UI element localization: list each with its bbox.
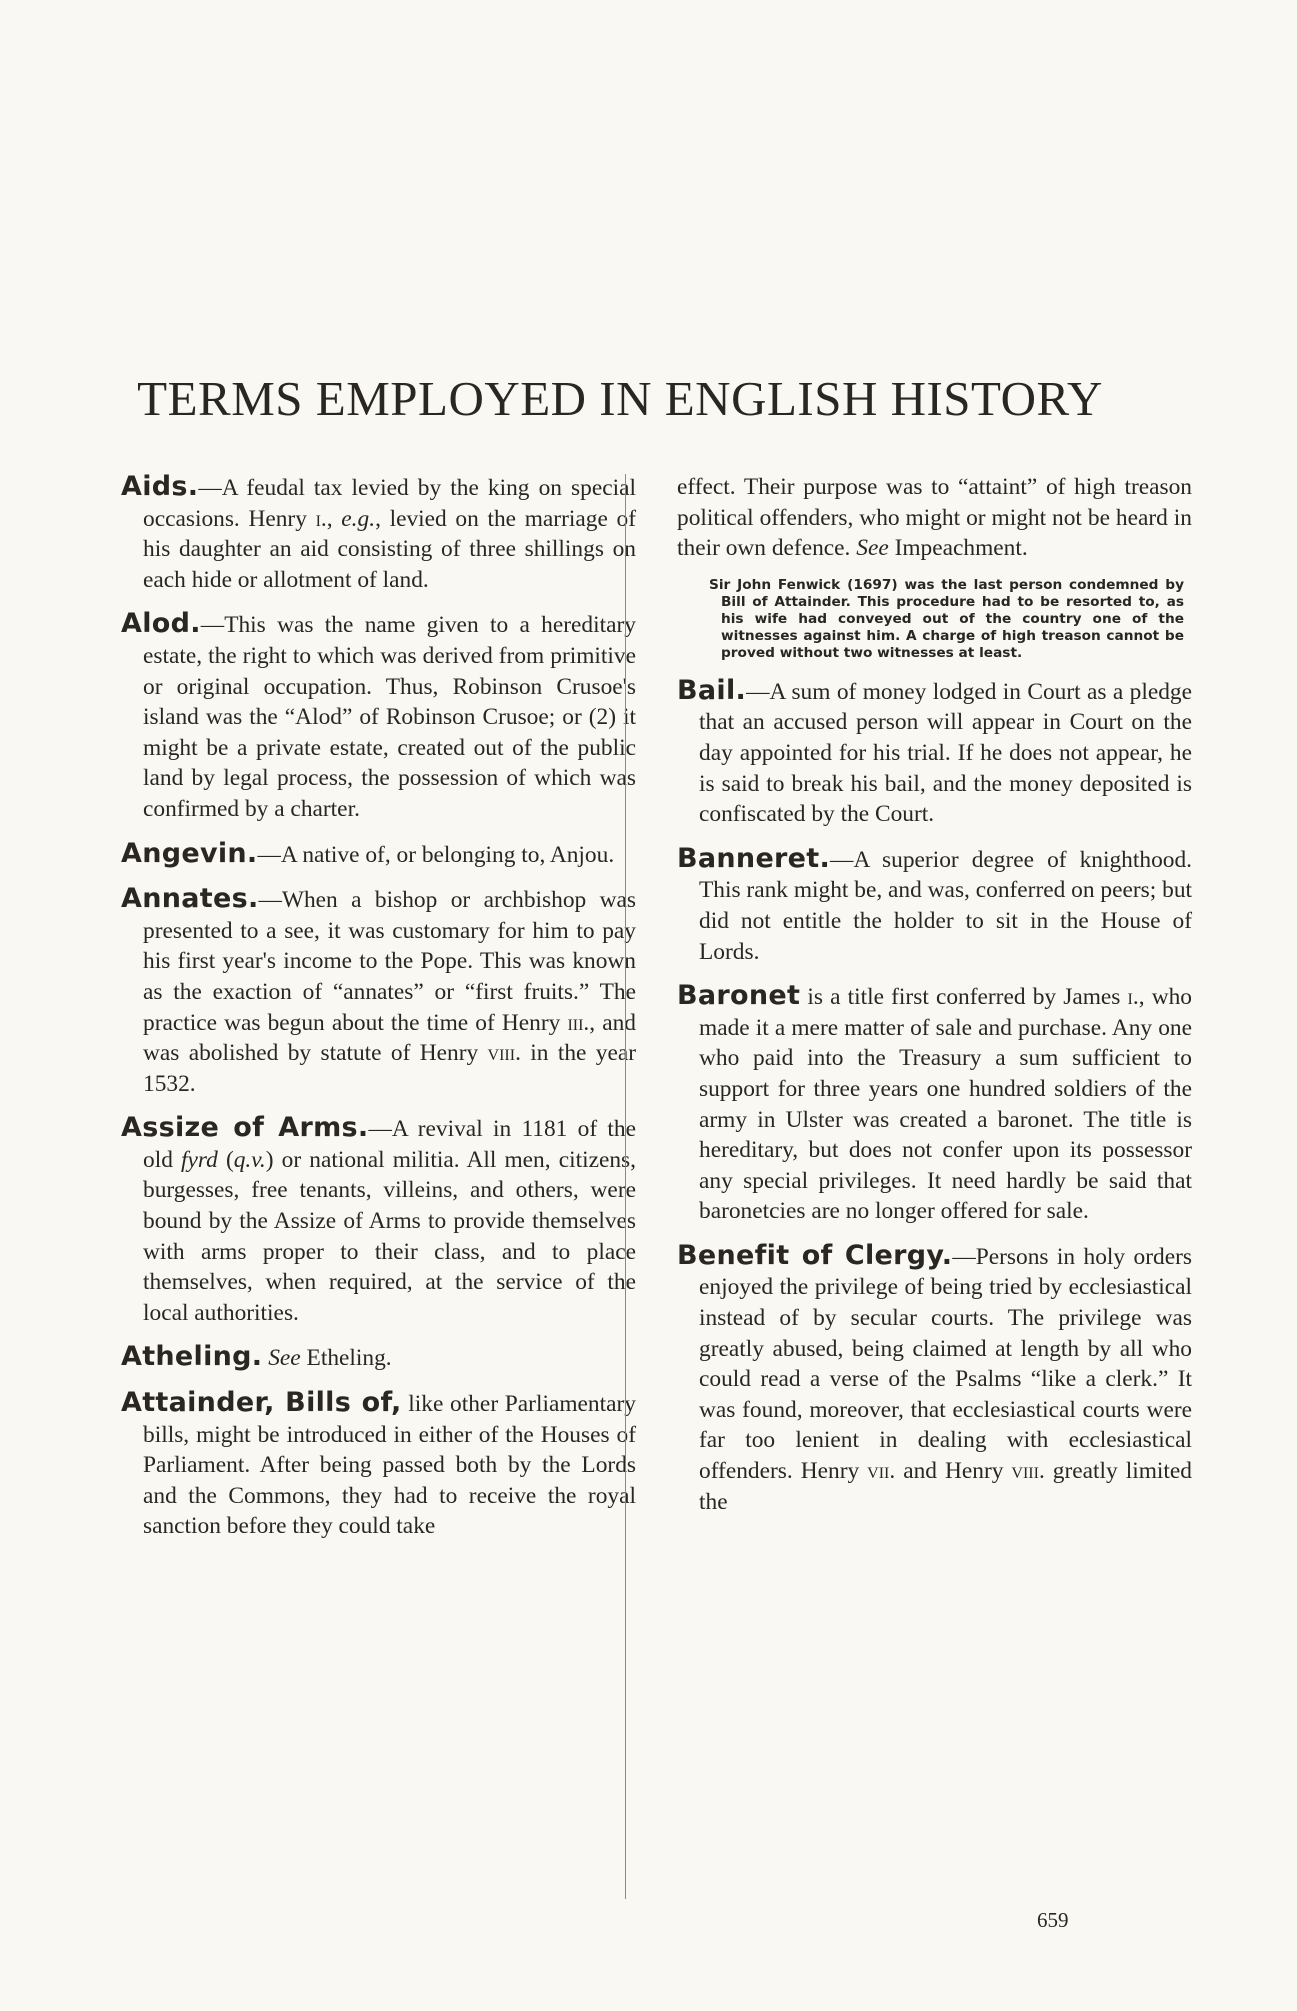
entry-alod: [121, 609, 636, 824]
cross-reference-see: See: [856, 535, 889, 562]
entry-text-italic: q.v.: [233, 1146, 266, 1173]
headword-assize-of-arms: Assize of Arms.: [121, 1112, 369, 1144]
entry-aids: [121, 472, 636, 595]
headword-angevin: Angevin.: [121, 837, 258, 869]
entry-attainder: [121, 1388, 636, 1542]
entry-text: —A feudal tax levied by the king on special occasions. Henry: [143, 475, 636, 532]
entry-text: —When a bishop or archbishop was presented to a see, it was customary for him to pay his first year's income to the Pope. This was known as the exaction of “annates” or “first fruits.” The practice was begun about the time of Henry: [143, 887, 636, 1036]
entry-benefit-of-clergy: [677, 1241, 1192, 1517]
headword-banneret: Banneret.: [677, 842, 831, 874]
headword-aids: Aids.: [121, 471, 199, 502]
regnal-numeral: vii.: [867, 1458, 896, 1485]
entry-text: —A superior degree of knighthood. This rank might be, and was, conferred on peers; but did not entitle the holder to sit in the House of Lords.: [699, 846, 1193, 965]
page-title: TERMS EMPLOYED IN ENGLISH HISTORY: [137, 371, 1103, 426]
entry-text: , who made it a mere matter of sale and purchase. Any one who paid into the Treasury a sum sufficient to support for three years one hundred soldiers of the army in Ulster was created a baronet. The title is hereditary, but does not confer upon its possessor any special privileges. It need hardly be said that baronetcies are no longer offered for sale.: [699, 984, 1192, 1225]
headword-atheling: Atheling.: [121, 1341, 263, 1373]
entry-text: , levied on the marriage of his daughter an aid consisting of three shillings on each hide or allotment of land.: [143, 505, 636, 593]
entry-text: is a title first conferred by James: [800, 984, 1128, 1011]
entry-bail: [677, 676, 1192, 830]
entry-atheling: [121, 1342, 636, 1374]
cross-reference-see: See: [268, 1345, 301, 1372]
entry-assize-of-arms: [121, 1113, 636, 1328]
entry-text: greatly limited the: [699, 1458, 1192, 1515]
headword-baronet: Baronet: [677, 980, 801, 1012]
regnal-numeral: iii.: [567, 1009, 590, 1036]
right-column: [677, 472, 1192, 1531]
entry-banneret: [677, 844, 1192, 967]
entry-text: , and was abolished by statute of Henry: [143, 1009, 637, 1067]
column-rule: [625, 474, 626, 1899]
entry-text: —A sum of money lodged in Court as a pledge that an accused person will appear in Court on the day appointed for his trial. If he does not appear, he is said to break his bail, and the money deposited is confiscated by the Court.: [699, 678, 1192, 828]
entry-text: like other Parliamentary bills, might be introduced in either of the Houses of Parliament. After being passed both by the Lords and the Commons, they had to receive the royal sanction before they could take: [143, 1391, 636, 1540]
entry-text: in the year 1532.: [143, 1040, 636, 1097]
regnal-numeral: viii.: [1011, 1458, 1045, 1485]
cross-reference-target: Impeachment.: [888, 535, 1028, 562]
page-number: 659: [1037, 1908, 1069, 1932]
entry-text: (: [217, 1146, 234, 1173]
headword-attainder: Attainder, Bills of,: [121, 1387, 402, 1419]
regnal-numeral: i.: [315, 505, 327, 532]
entry-text: —Persons in holy orders enjoyed the privilege of being tried by ecclesiastical instead of by secular courts. The privilege was greatly abused, being claimed at length by all who could read a verse of the Psalms “like a clerk.” It was found, moreover, that ecclesiastical courts were far too lenient in dealing with ecclesiastical offenders. Henry: [699, 1243, 1192, 1485]
attainder-footnote: Sir John Fenwick (1697) was the last person condemned by Bill of Attainder. This procedure had to be resorted to, as his wife had conveyed out of the country one of the witnesses against him. A charge of high treason cannot be proved without two witnesses at least.: [709, 576, 1184, 661]
entry-angevin: [121, 839, 636, 871]
headword-alod: Alod.: [121, 608, 201, 640]
headword-bail: Bail.: [677, 674, 747, 706]
left-column: [121, 472, 636, 1556]
headword-annates: Annates.: [121, 883, 259, 915]
entry-text: —This was the name given to a hereditary estate, the right to which was derived from primitive or original occupation. Thus, Robinson Crusoe's island was the “Alod” of Robinson Crusoe; or (2) it might be a private estate, created out of the public land by legal process, the possession of which was confirmed by a charter.: [143, 612, 636, 822]
entry-text: —A native of, or belonging to, Anjou.: [257, 841, 615, 868]
headword-benefit-of-clergy: Benefit of Clergy.: [677, 1239, 953, 1271]
entry-text: effect. Their purpose was to “attaint” of high treason political offenders, who might or might not be heard in their own defence.: [677, 474, 1192, 562]
entry-text: and Henry: [895, 1458, 1012, 1485]
entry-text: —A revival in 1181 of the old: [143, 1116, 636, 1173]
entry-annates: [121, 884, 636, 1099]
entry-attainder-continued: [677, 472, 1192, 662]
entry-text-italic: e.g.: [341, 505, 376, 532]
entry-text-italic: fyrd: [181, 1146, 218, 1173]
cross-reference-target: Etheling.: [300, 1345, 392, 1372]
regnal-numeral: i.: [1127, 984, 1139, 1011]
regnal-numeral: viii.: [487, 1040, 521, 1067]
entry-text: ) or national militia. All men, citizens, burgesses, free tenants, villeins, and others, were bound by the Assize of Arms to provide themselves with arms proper to their class, and to place themselves, when required, at the service of the local authorities.: [143, 1146, 636, 1326]
entry-text: ,: [326, 505, 342, 532]
entry-baronet: [677, 981, 1192, 1227]
